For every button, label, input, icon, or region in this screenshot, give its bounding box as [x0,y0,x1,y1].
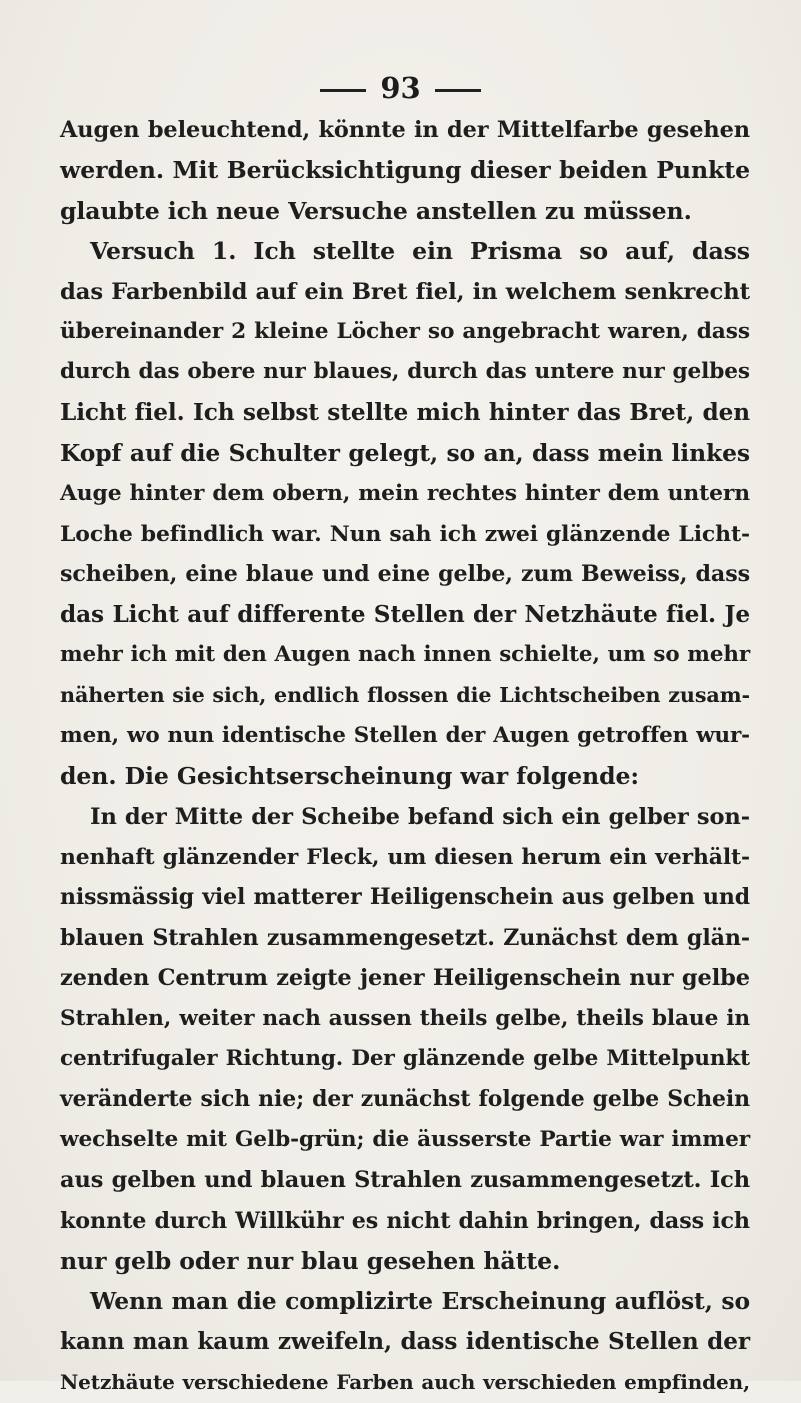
text-line: men, wo nun identische Stellen der Augen getroffen wur- [60,722,750,748]
text-line: den. Die Gesichtserscheinung war folgende: [60,762,640,791]
text-line: scheiben, eine blaue und eine gelbe, zum Beweiss, dass [60,561,750,588]
text-line: centrifugaler Richtung. Der glänzende gelbe Mittelpunkt [60,1045,750,1071]
text-line: das Farbenbild auf ein Bret fiel, in welchem senkrecht [60,278,750,305]
text-line: mehr ich mit den Augen nach innen schielte, um so mehr [60,642,750,668]
text-line: Augen beleuchtend, könnte in der Mittelfarbe gesehen [60,117,750,143]
text-line: konnte durch Willkühr es nicht dahin bringen, dass ich [60,1207,750,1234]
text-line: Loche befindlich war. Nun sah ich zwei glänzende Licht- [60,520,750,547]
text-line: Licht fiel. Ich selbst stellte mich hinter das Bret, den [60,398,750,426]
text-line: nenhaft glänzender Fleck, um diesen herum ein verhält- [60,844,750,871]
text-line: wechselte mit Gelb-grün; die äusserste Partie war immer [60,1126,750,1152]
page-header [0,68,801,108]
text-line: In der Mitte der Scheibe befand sich ein gelber son- [90,803,750,830]
text-line: veränderte sich nie; der zunächst folgende gelbe Schein [60,1086,750,1113]
text-line: glaubte ich neue Versuche anstellen zu müssen. [60,196,692,225]
text-line: nur gelb oder nur blau gesehen hätte. [60,1246,561,1275]
text-line: nissmässig viel matterer Heiligenschein aus gelben und [60,884,750,911]
text-line: werden. Mit Berücksichtigung dieser beiden Punkte [60,156,750,185]
text-line: näherten sie sich, endlich flossen die Lichtscheiben zusam- [60,683,750,708]
header-rule-left [320,89,366,92]
text-line: durch das obere nur blaues, durch das untere nur gelbes [60,359,750,385]
body-text [60,110,750,1403]
page-number: 93 [380,71,421,105]
text-line: übereinander 2 kleine Löcher so angebracht waren, dass [60,318,750,344]
text-line: Netzhäute verschiedene Farben auch verschieden empfinden, [60,1370,750,1395]
text-line: Strahlen, weiter nach aussen theils gelbe, theils blaue in [60,1005,750,1031]
text-line: das Licht auf differente Stellen der Netzhäute fiel. Je [60,600,750,628]
text-line: zenden Centrum zeigte jener Heiligenschein nur gelbe [60,965,750,992]
text-line: Wenn man die complizirte Erscheinung auflöst, so [90,1287,750,1316]
text-line: kann man kaum zweifeln, dass identische Stellen der [60,1327,750,1355]
text-line: Auge hinter dem obern, mein rechtes hinter dem untern [60,480,750,506]
text-line: blauen Strahlen zusammengesetzt. Zunächst dem glän- [60,924,750,951]
text-line: aus gelben und blauen Strahlen zusammengesetzt. Ich [60,1167,750,1194]
header-rule-right [435,89,481,92]
text-line: Versuch 1. Ich stellte ein Prisma so auf, dass [90,237,750,266]
text-line: Kopf auf die Schulter gelegt, so an, dass mein linkes [60,439,750,468]
